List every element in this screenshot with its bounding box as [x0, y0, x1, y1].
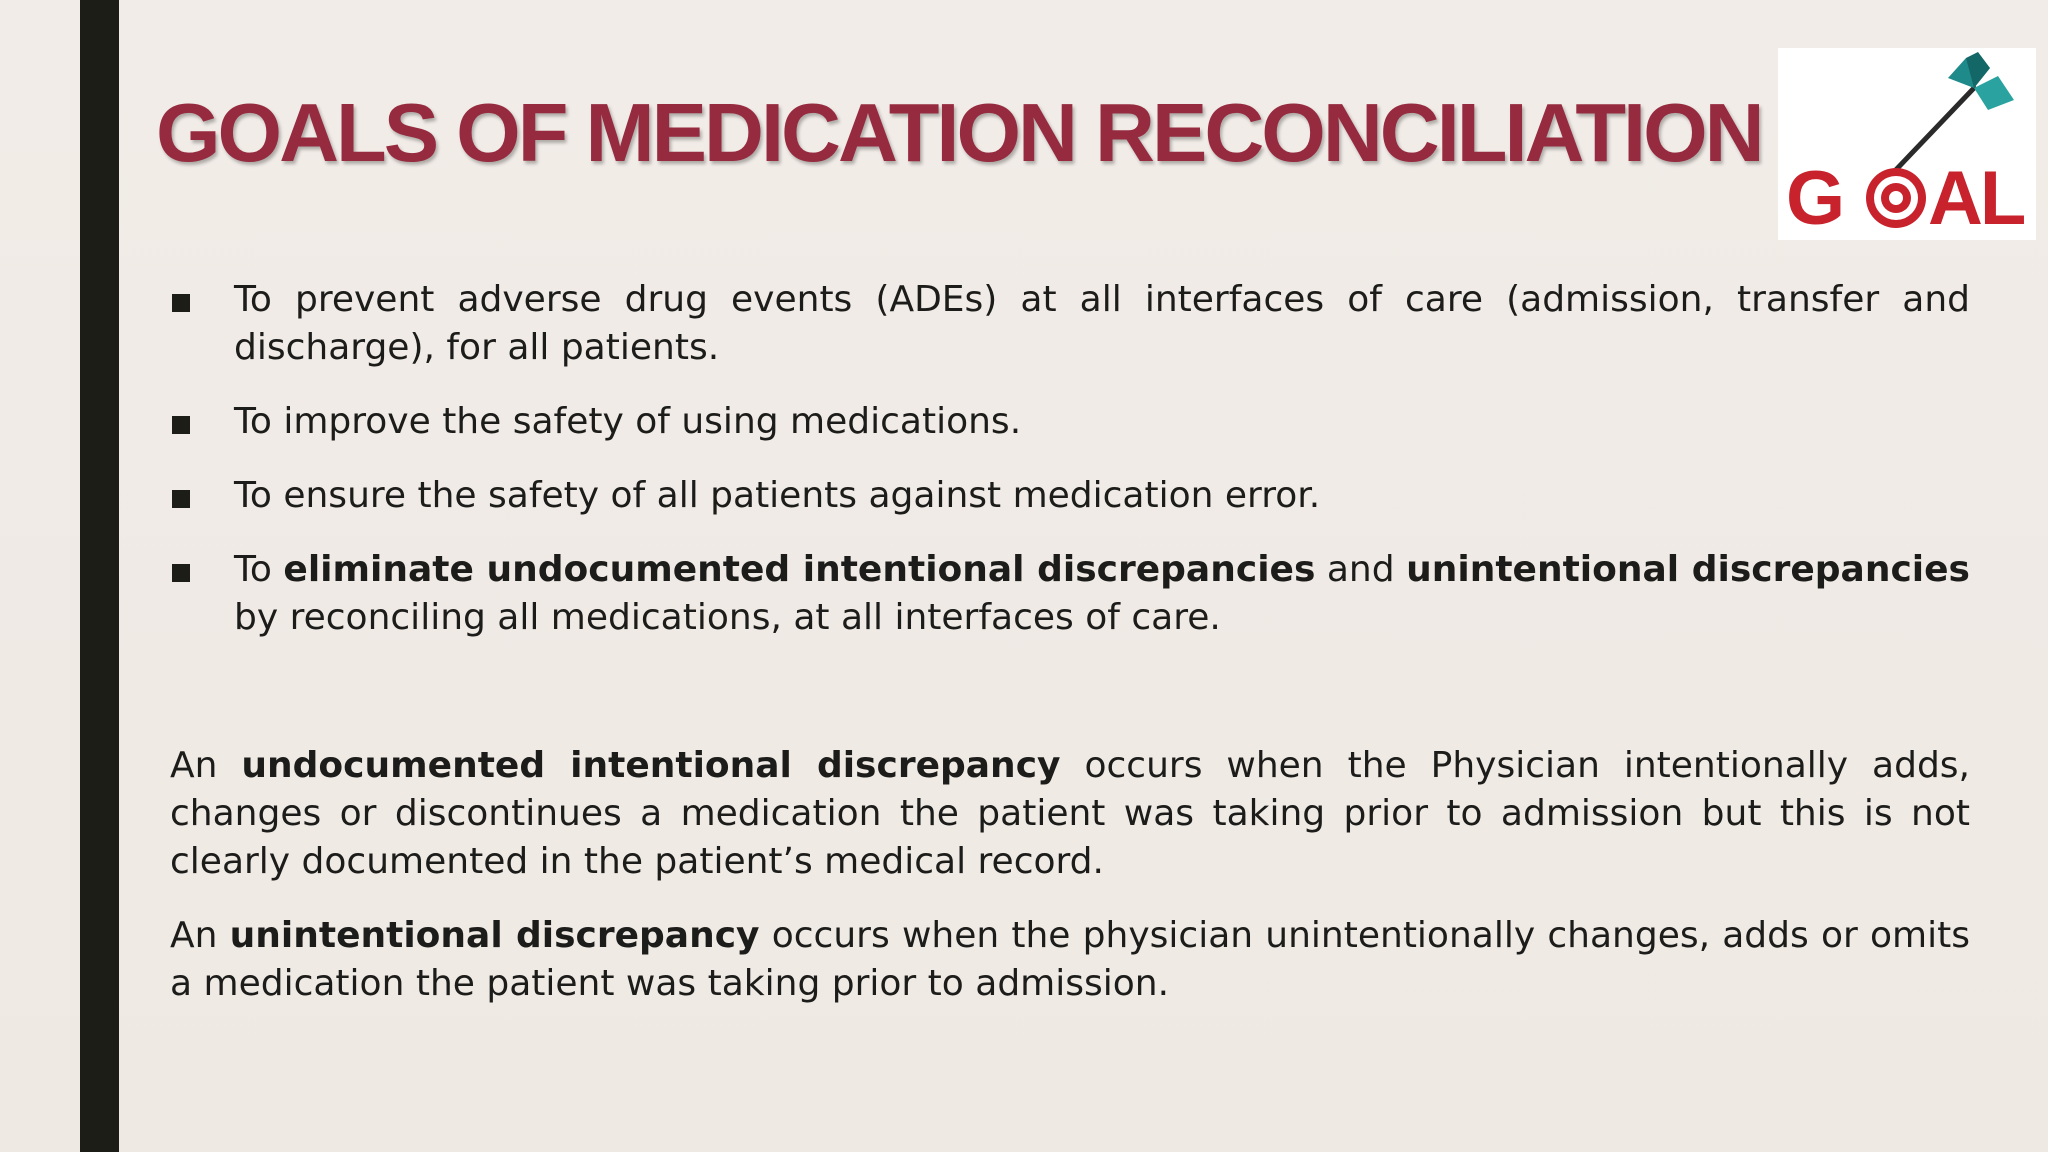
bullet-bold-term: eliminate undocumented intentional discrepancies — [283, 549, 1316, 590]
bullet-text-part: by reconciling all medications, at all interfaces of care. — [234, 597, 1221, 638]
bullet-text: To prevent adverse drug events (ADEs) at all interfaces of care (admission, transfer and discharge), for all patients. — [234, 279, 1970, 368]
definition-term: unintentional discrepancy — [229, 915, 760, 956]
definition-term: undocumented intentional discrepancy — [241, 745, 1061, 786]
bullet-text-part: To — [234, 549, 284, 590]
definition-prefix: An — [170, 745, 242, 786]
square-bullet-icon — [172, 564, 190, 582]
square-bullet-icon — [172, 416, 190, 434]
square-bullet-icon — [172, 294, 190, 312]
bullet-item-improve-safety — [170, 398, 1970, 446]
svg-text:AL: AL — [1928, 156, 2024, 240]
goals-bullet-list — [170, 276, 1970, 668]
bullet-text-part: and — [1315, 549, 1407, 590]
bullet-item-eliminate-discrepancies — [170, 546, 1970, 642]
slide-title: GOALS OF MEDICATION RECONCILIATION — [156, 86, 1762, 179]
bullet-item-ensure-safety — [170, 472, 1970, 520]
square-bullet-icon — [172, 490, 190, 508]
definition-undocumented-intentional — [170, 742, 1970, 886]
definition-unintentional — [170, 912, 1970, 1008]
goal-target-dart-icon — [1778, 48, 2036, 240]
definition-prefix: An — [170, 915, 230, 956]
definition-text: occurs when the Physician intentionally adds, changes or discontinues a medication the patient was taking prior to admission but this is not clearly documented in the patient’s medical record. — [170, 745, 1970, 882]
definition-text: occurs when the physician unintentionally changes, adds or omits a medication the patient was taking prior to admission. — [170, 915, 1970, 1004]
left-accent-bar — [80, 0, 119, 1152]
definitions-section — [170, 742, 1970, 1034]
bullet-text: To ensure the safety of all patients against medication error. — [234, 475, 1321, 516]
goal-logo-image — [1778, 48, 2036, 240]
bullet-text: To improve the safety of using medications. — [234, 401, 1022, 442]
bullet-item-prevent-ades — [170, 276, 1970, 372]
bullet-bold-term: unintentional discrepancies — [1406, 549, 1970, 590]
svg-text:G: G — [1786, 156, 1844, 240]
